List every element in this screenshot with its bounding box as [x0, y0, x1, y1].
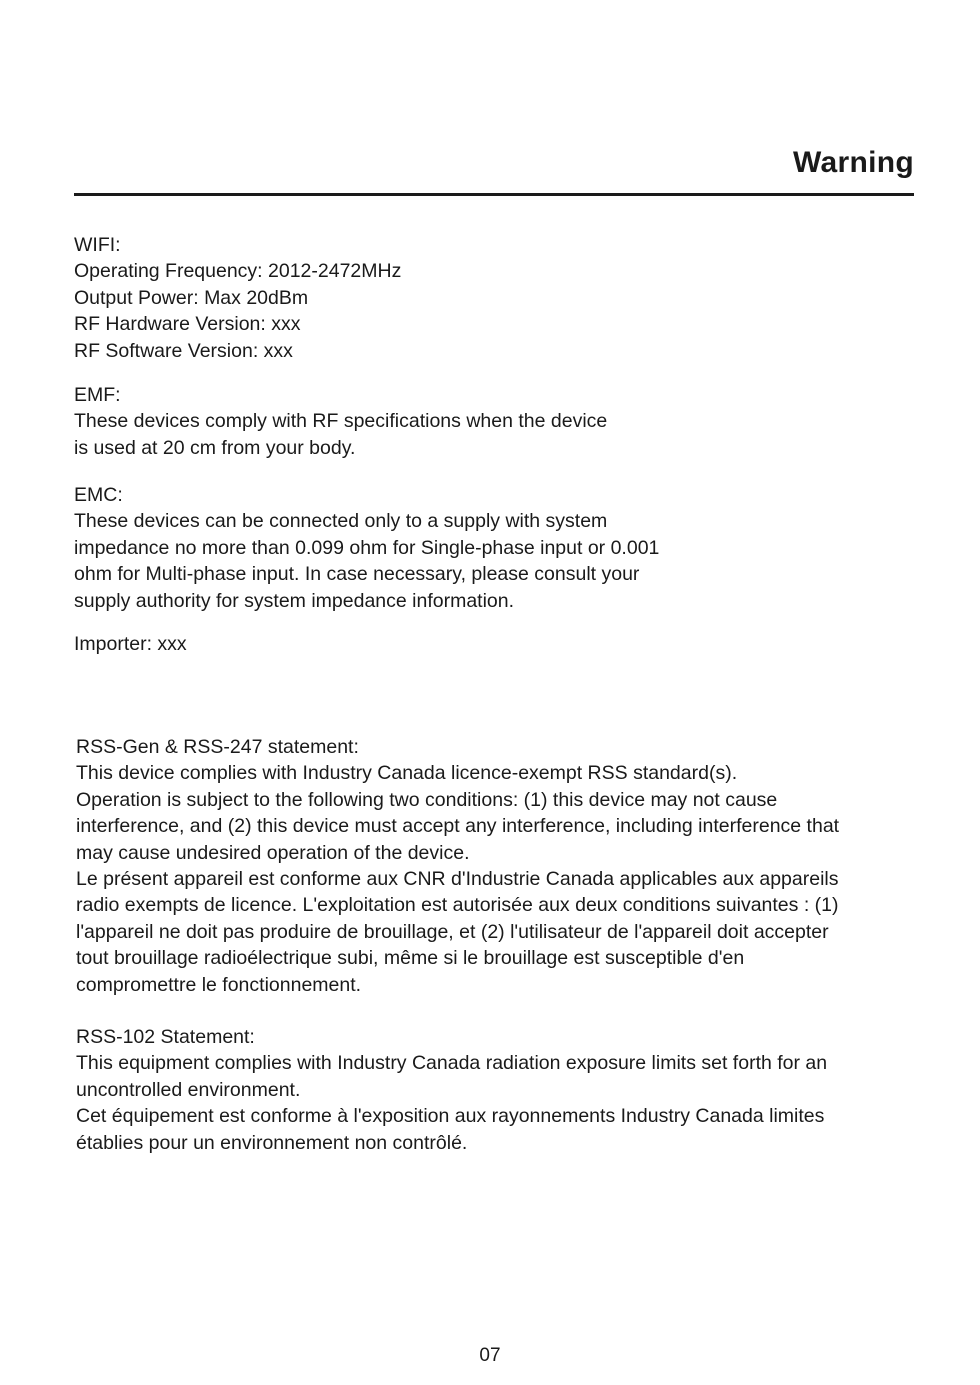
rss-247-text-line: may cause undesired operation of the device.	[76, 841, 470, 864]
wifi-frequency-line: Operating Frequency: 2012-2472MHz	[74, 260, 402, 283]
rss-102-text-line: This equipment complies with Industry Canada radiation exposure limits set forth for an	[76, 1052, 828, 1075]
emc-text-line: ohm for Multi-phase input. In case necessary, please consult your	[74, 563, 640, 586]
emf-heading: EMF:	[74, 384, 121, 406]
emf-section	[74, 382, 607, 461]
wifi-software-version-line: RF Software Version: xxx	[74, 339, 293, 362]
rss-247-text-line: Le présent appareil est conforme aux CNR d'Industrie Canada applicables aux appareils	[76, 868, 839, 891]
rss-247-text-line: Operation is subject to the following two conditions: (1) this device may not cause	[76, 788, 778, 811]
emc-text-line: impedance no more than 0.099 ohm for Single-phase input or 0.001	[74, 536, 660, 559]
wifi-hardware-version-line: RF Hardware Version: xxx	[74, 313, 301, 336]
rss-247-text-line: compromettre le fonctionnement.	[76, 973, 362, 996]
wifi-heading: WIFI:	[74, 234, 121, 256]
rss-102-text-line: établies pour un environnement non contrôlé.	[76, 1131, 468, 1154]
title-divider	[74, 193, 914, 196]
rss-247-text-line: interference, and (2) this device must accept any interference, including interference that	[76, 815, 840, 838]
page-number: 07	[479, 1345, 501, 1366]
importer-line: Importer: xxx	[74, 633, 187, 655]
rss-247-text-line: tout brouillage radioélectrique subi, même si le brouillage est susceptible d'en	[76, 947, 745, 970]
emc-heading: EMC:	[74, 484, 123, 506]
rss-247-section	[76, 734, 839, 998]
emc-text-line: These devices can be connected only to a supply with system	[74, 510, 608, 533]
wifi-output-power-line: Output Power: Max 20dBm	[74, 286, 309, 309]
rss-247-text-line: radio exempts de licence. L'exploitation est autorisée aux deux conditions suivantes : (1)	[76, 894, 839, 917]
wifi-section	[74, 232, 401, 364]
importer-section	[74, 631, 187, 657]
rss-102-text-line: uncontrolled environment.	[76, 1078, 301, 1101]
emf-text-line: is used at 20 cm from your body.	[74, 436, 356, 459]
rss-247-heading: RSS-Gen & RSS-247 statement:	[76, 736, 359, 758]
emc-text-line: supply authority for system impedance information.	[74, 589, 515, 612]
rss-102-heading: RSS-102 Statement:	[76, 1026, 255, 1048]
emc-section	[74, 482, 659, 614]
rss-247-text-line: This device complies with Industry Canada licence-exempt RSS standard(s).	[76, 762, 738, 785]
rss-102-section	[76, 1024, 827, 1156]
page-title: Warning	[793, 146, 914, 179]
rss-102-text-line: Cet équipement est conforme à l'exposition aux rayonnements Industry Canada limites	[76, 1105, 825, 1128]
rss-247-text-line: l'appareil ne doit pas produire de brouillage, et (2) l'utilisateur de l'appareil doit accepter	[76, 920, 829, 943]
emf-text-line: These devices comply with RF specifications when the device	[74, 410, 608, 433]
